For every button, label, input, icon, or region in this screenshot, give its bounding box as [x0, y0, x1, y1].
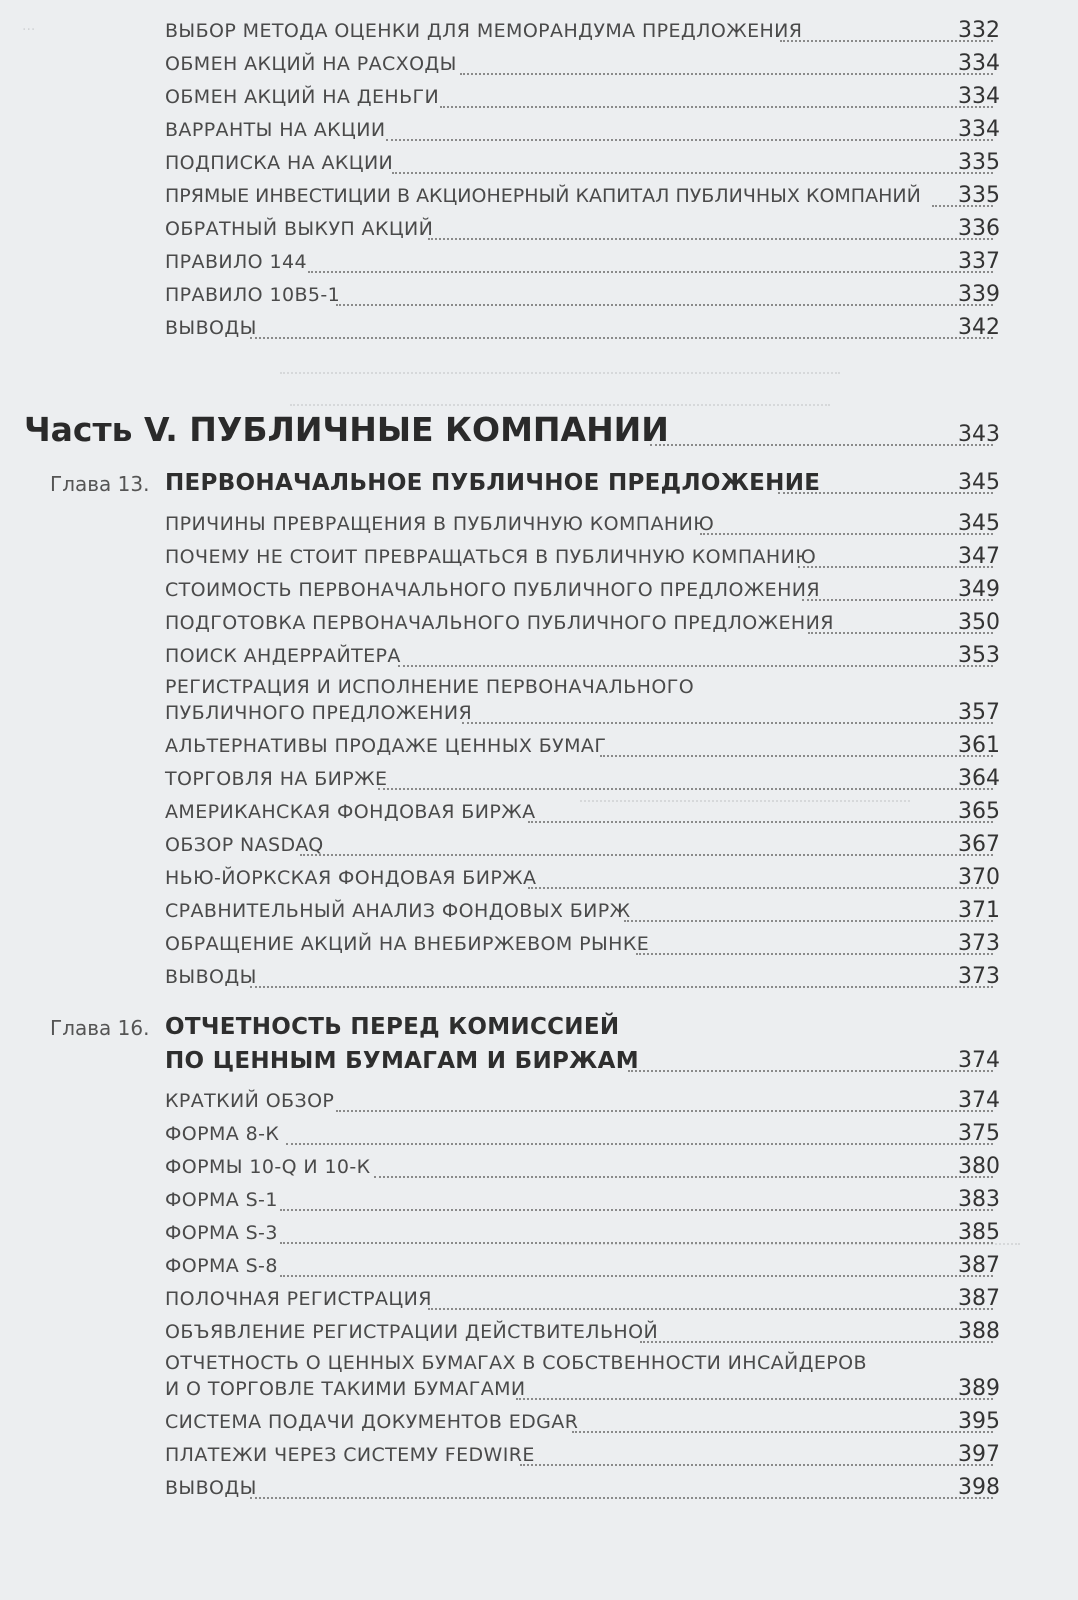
dot-leader	[428, 238, 993, 240]
entry-title: ВЫБОР МЕТОДА ОЦЕНКИ ДЛЯ МЕМОРАНДУМА ПРЕДЛОЖЕНИЯ	[165, 20, 803, 42]
page-number: 335	[958, 183, 1000, 208]
toc-entry[interactable]	[0, 18, 1078, 52]
entry-title: ФОРМА S-3	[165, 1222, 278, 1244]
toc-entry[interactable]	[0, 315, 1078, 349]
toc-entry[interactable]	[0, 1409, 1078, 1443]
entry-title: ТОРГОВЛЯ НА БИРЖЕ	[165, 768, 388, 790]
page-number: 349	[958, 577, 1000, 602]
page-number: 361	[958, 733, 1000, 758]
page-number: 353	[958, 643, 1000, 668]
page-number: 334	[958, 84, 1000, 109]
part-heading[interactable]	[0, 410, 1078, 456]
page-number: 347	[958, 544, 1000, 569]
entry-title: ОБРАТНЫЙ ВЫКУП АКЦИЙ	[165, 218, 434, 240]
page-number: 343	[958, 422, 1000, 447]
entry-title: ВЫВОДЫ	[165, 966, 257, 988]
dot-leader	[520, 1464, 993, 1466]
toc-entry[interactable]	[0, 799, 1078, 833]
dot-leader	[300, 854, 993, 856]
page-number: 335	[958, 150, 1000, 175]
toc-entry[interactable]	[0, 733, 1078, 767]
entry-title: ПРАВИЛО 144	[165, 251, 307, 273]
entry-title: ВАРРАНТЫ НА АКЦИИ	[165, 119, 386, 141]
page-number: 375	[958, 1121, 1000, 1146]
chapter-heading[interactable]	[0, 470, 1078, 506]
page-number: 374	[958, 1048, 1000, 1073]
page-number: 374	[958, 1088, 1000, 1113]
entry-title-continued: И О ТОРГОВЛЕ ТАКИМИ БУМАГАМИ	[165, 1378, 526, 1400]
entry-title: ОБРАЩЕНИЕ АКЦИЙ НА ВНЕБИРЖЕВОМ РЫНКЕ	[165, 933, 650, 955]
page-number: 350	[958, 610, 1000, 635]
page-number: 357	[958, 700, 1000, 725]
toc-entry[interactable]	[0, 544, 1078, 578]
dot-leader	[440, 106, 993, 108]
dot-leader	[650, 444, 993, 446]
toc-entry[interactable]	[0, 1088, 1078, 1122]
toc-entry[interactable]	[0, 1442, 1078, 1476]
toc-entry[interactable]	[0, 1253, 1078, 1287]
entry-title: ОБМЕН АКЦИЙ НА РАСХОДЫ	[165, 53, 457, 75]
dot-leader	[462, 722, 993, 724]
toc-entry[interactable]	[0, 150, 1078, 184]
page-number: 397	[958, 1442, 1000, 1467]
page-number: 345	[958, 470, 1000, 495]
page-number: 334	[958, 51, 1000, 76]
entry-title: ПРАВИЛО 10B5-1	[165, 284, 341, 306]
entry-title: ОТЧЕТНОСТЬ О ЦЕННЫХ БУМАГАХ В СОБСТВЕННОСТИ ИНСАЙДЕРОВ	[165, 1352, 867, 1374]
dot-leader	[250, 986, 993, 988]
toc-entry[interactable]	[0, 766, 1078, 800]
entry-title: КРАТКИЙ ОБЗОР	[165, 1090, 335, 1112]
entry-title: РЕГИСТРАЦИЯ И ИСПОЛНЕНИЕ ПЕРВОНАЧАЛЬНОГО	[165, 676, 695, 698]
entry-title: ОБМЕН АКЦИЙ НА ДЕНЬГИ	[165, 86, 440, 108]
entry-title: НЬЮ-ЙОРКСКАЯ ФОНДОВАЯ БИРЖА	[165, 867, 537, 889]
chapter-title: ПЕРВОНАЧАЛЬНОЕ ПУБЛИЧНОЕ ПРЕДЛОЖЕНИЕ	[165, 470, 821, 496]
page-number: 388	[958, 1319, 1000, 1344]
chapter-heading[interactable]	[0, 1014, 1078, 1084]
entry-title: ПОИСК АНДЕРРАЙТЕРА	[165, 645, 401, 667]
toc-entry[interactable]	[0, 865, 1078, 899]
dot-leader	[624, 920, 993, 922]
page-number: 371	[958, 898, 1000, 923]
entry-title: ФОРМА S-1	[165, 1189, 278, 1211]
bleed-through-line	[290, 404, 830, 406]
toc-entry[interactable]	[0, 216, 1078, 250]
dot-leader	[700, 533, 993, 535]
dot-leader	[460, 73, 993, 75]
page-number: 334	[958, 117, 1000, 142]
dot-leader	[336, 1110, 993, 1112]
dot-leader	[250, 337, 993, 339]
dot-leader	[280, 1275, 993, 1277]
page-number: 365	[958, 799, 1000, 824]
page-number: 395	[958, 1409, 1000, 1434]
entry-title: СИСТЕМА ПОДАЧИ ДОКУМЕНТОВ EDGAR	[165, 1411, 579, 1433]
toc-entry[interactable]	[0, 84, 1078, 118]
chapter-title: ОТЧЕТНОСТЬ ПЕРЕД КОМИССИЕЙ	[165, 1014, 620, 1040]
toc-entry[interactable]	[0, 1187, 1078, 1221]
entry-title: ПОДГОТОВКА ПЕРВОНАЧАЛЬНОГО ПУБЛИЧНОГО ПРЕДЛОЖЕНИЯ	[165, 612, 834, 634]
entry-title: ПЛАТЕЖИ ЧЕРЕЗ СИСТЕМУ FEDWIRE	[165, 1444, 535, 1466]
dot-leader	[528, 821, 993, 823]
page-number: 383	[958, 1187, 1000, 1212]
entry-title: ПРИЧИНЫ ПРЕВРАЩЕНИЯ В ПУБЛИЧНУЮ КОМПАНИЮ	[165, 513, 715, 535]
toc-entry[interactable]	[0, 1121, 1078, 1155]
page-number: 336	[958, 216, 1000, 241]
dot-leader	[378, 788, 993, 790]
entry-title-continued: ПУБЛИЧНОГО ПРЕДЛОЖЕНИЯ	[165, 702, 473, 724]
toc-entry[interactable]	[0, 577, 1078, 611]
toc-entry[interactable]	[0, 51, 1078, 85]
entry-title: ВЫВОДЫ	[165, 317, 257, 339]
dot-leader	[392, 172, 993, 174]
toc-entry[interactable]	[0, 674, 1078, 734]
dot-leader	[280, 1242, 993, 1244]
page-number: 373	[958, 964, 1000, 989]
entry-title: ПРЯМЫЕ ИНВЕСТИЦИИ В АКЦИОНЕРНЫЙ КАПИТАЛ ПУБЛИЧНЫХ КОМПАНИЙ	[165, 185, 921, 207]
page-number: 398	[958, 1475, 1000, 1500]
dot-leader	[628, 1070, 993, 1072]
page-number: 342	[958, 315, 1000, 340]
entry-title: ПОЧЕМУ НЕ СТОИТ ПРЕВРАЩАТЬСЯ В ПУБЛИЧНУЮ КОМПАНИЮ	[165, 546, 817, 568]
page-number: 387	[958, 1286, 1000, 1311]
dot-leader	[308, 271, 993, 273]
dot-leader	[428, 1308, 993, 1310]
entry-title: ОБЪЯВЛЕНИЕ РЕГИСТРАЦИИ ДЕЙСТВИТЕЛЬНОЙ	[165, 1321, 659, 1343]
dot-leader	[636, 953, 993, 955]
dot-leader	[600, 755, 993, 757]
page-number: 389	[958, 1376, 1000, 1401]
toc-entry[interactable]	[0, 931, 1078, 965]
toc-entry[interactable]	[0, 1319, 1078, 1353]
page-number: 373	[958, 931, 1000, 956]
dot-leader	[528, 887, 993, 889]
toc-entry[interactable]	[0, 1154, 1078, 1188]
entry-title: ФОРМА 8-К	[165, 1123, 280, 1145]
page-number: 370	[958, 865, 1000, 890]
toc-entry[interactable]	[0, 183, 1078, 217]
dot-leader	[398, 665, 993, 667]
dot-leader	[374, 1176, 993, 1178]
toc-entry[interactable]	[0, 1475, 1078, 1509]
toc-entry[interactable]	[0, 1220, 1078, 1254]
toc-entry[interactable]	[0, 964, 1078, 998]
entry-title: АЛЬТЕРНАТИВЫ ПРОДАЖЕ ЦЕННЫХ БУМАГ	[165, 735, 607, 757]
entry-title: ОБЗОР NASDAQ	[165, 834, 324, 856]
dot-leader	[386, 139, 993, 141]
page-number: 380	[958, 1154, 1000, 1179]
page-number: 387	[958, 1253, 1000, 1278]
toc-entry[interactable]	[0, 511, 1078, 545]
dot-leader	[640, 1341, 993, 1343]
entry-title: ВЫВОДЫ	[165, 1477, 257, 1499]
chapter-label: Глава 13.	[50, 472, 150, 496]
toc-entry[interactable]	[0, 1350, 1078, 1410]
dot-leader	[286, 1143, 993, 1145]
dot-leader	[516, 1398, 993, 1400]
toc-entry[interactable]	[0, 832, 1078, 866]
dot-leader	[250, 1497, 993, 1499]
page-number: 364	[958, 766, 1000, 791]
toc-entry[interactable]	[0, 643, 1078, 677]
bleed-through-mark: ···	[22, 22, 36, 38]
toc-entry[interactable]	[0, 898, 1078, 932]
dot-leader	[336, 304, 993, 306]
bleed-through-line	[280, 372, 840, 374]
page-number: 339	[958, 282, 1000, 307]
chapter-title-continued: ПО ЦЕННЫМ БУМАГАМ И БИРЖАМ	[165, 1048, 639, 1074]
toc-entry[interactable]	[0, 610, 1078, 644]
page-number: 345	[958, 511, 1000, 536]
page-number: 337	[958, 249, 1000, 274]
toc-entry[interactable]	[0, 1286, 1078, 1320]
dot-leader	[280, 1209, 993, 1211]
entry-title: СТОИМОСТЬ ПЕРВОНАЧАЛЬНОГО ПУБЛИЧНОГО ПРЕДЛОЖЕНИЯ	[165, 579, 820, 601]
chapter-label: Глава 16.	[50, 1016, 150, 1040]
entry-title: ФОРМЫ 10-Q И 10-К	[165, 1156, 371, 1178]
part-title: Часть V. ПУБЛИЧНЫЕ КОМПАНИИ	[24, 410, 669, 449]
toc-entry[interactable]	[0, 117, 1078, 151]
entry-title: ФОРМА S-8	[165, 1255, 278, 1277]
page-number: 332	[958, 18, 1000, 43]
toc-entry[interactable]	[0, 249, 1078, 283]
entry-title: ПОДПИСКА НА АКЦИИ	[165, 152, 394, 174]
entry-title: СРАВНИТЕЛЬНЫЙ АНАЛИЗ ФОНДОВЫХ БИРЖ	[165, 900, 631, 922]
entry-title: АМЕРИКАНСКАЯ ФОНДОВАЯ БИРЖА	[165, 801, 536, 823]
entry-title: ПОЛОЧНАЯ РЕГИСТРАЦИЯ	[165, 1288, 432, 1310]
dot-leader	[572, 1431, 993, 1433]
toc-entry[interactable]	[0, 282, 1078, 316]
page-number: 385	[958, 1220, 1000, 1245]
page-number: 367	[958, 832, 1000, 857]
